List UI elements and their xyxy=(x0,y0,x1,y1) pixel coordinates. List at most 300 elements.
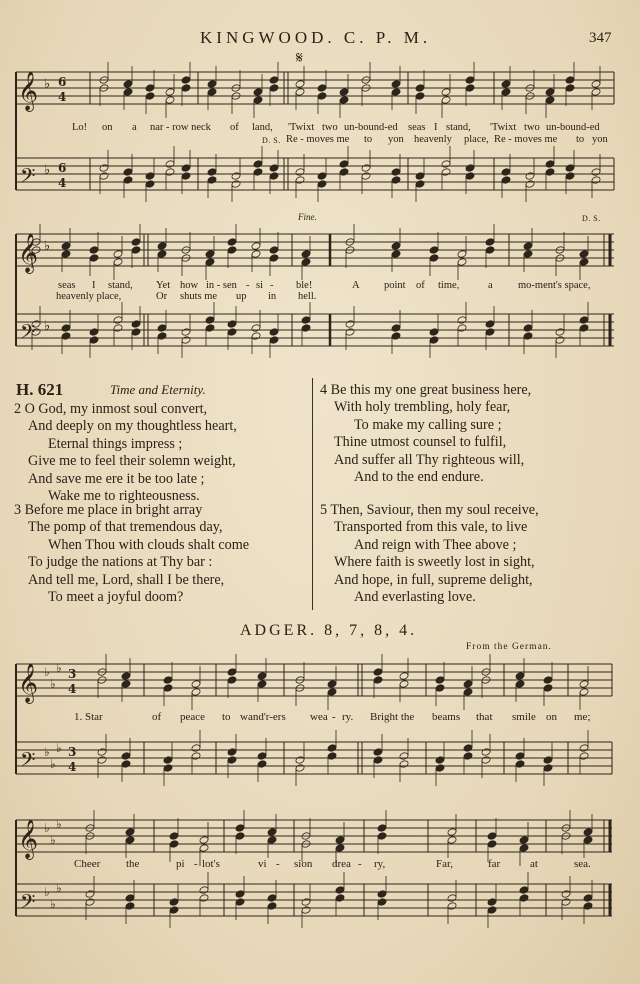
note-head xyxy=(555,336,565,345)
svg-text:♭: ♭ xyxy=(50,757,56,771)
note-head xyxy=(181,76,191,85)
note-head xyxy=(335,844,345,853)
note-head xyxy=(267,894,277,903)
note-head xyxy=(181,164,191,173)
note-head xyxy=(295,176,305,185)
note-head xyxy=(253,168,263,177)
treble-clef-icon: 𝄞 xyxy=(18,233,39,273)
note-head xyxy=(205,316,215,325)
note-head xyxy=(373,756,383,765)
note-head xyxy=(165,168,175,177)
note-head xyxy=(165,88,175,97)
note-head xyxy=(181,84,191,93)
svg-text:♭: ♭ xyxy=(44,745,50,759)
note-head xyxy=(591,88,601,97)
adger-title: ADGER. 8, 7, 8, 4. xyxy=(240,622,418,639)
note-head xyxy=(267,828,277,837)
note-head xyxy=(501,88,511,97)
note-head xyxy=(317,172,327,181)
note-head xyxy=(125,828,135,837)
note-head xyxy=(295,168,305,177)
svg-text:♭: ♭ xyxy=(56,741,62,755)
note-head xyxy=(121,672,131,681)
note-head xyxy=(207,176,217,185)
tune-title: KINGWOOD. C. P. M. xyxy=(200,28,432,47)
note-head xyxy=(165,96,175,105)
note-head xyxy=(205,324,215,333)
note-head xyxy=(121,752,131,761)
svg-text:4: 4 xyxy=(68,760,77,774)
bass-clef-icon: 𝄢 xyxy=(20,890,36,918)
note-head xyxy=(207,168,217,177)
stanza-5: 5 Then, Saviour, then my soul receive, Transported from this vale, to live And reign with Thee above ; Where faith is sweetly lost in sight, And hope, in full, supreme delight, And everlasting love. xyxy=(320,502,539,606)
note-head xyxy=(253,160,263,169)
note-head xyxy=(391,332,401,341)
note-head xyxy=(181,172,191,181)
svg-text:♭: ♭ xyxy=(56,661,62,675)
note-head xyxy=(227,238,237,247)
note-head xyxy=(251,324,261,333)
note-head xyxy=(435,684,445,693)
note-head xyxy=(191,744,201,753)
note-head xyxy=(523,324,533,333)
note-head xyxy=(525,180,535,189)
note-head xyxy=(191,688,201,697)
note-head xyxy=(99,164,109,173)
note-head xyxy=(199,894,209,903)
note-head xyxy=(317,92,327,101)
note-head xyxy=(317,180,327,189)
note-head xyxy=(257,752,267,761)
svg-text:4: 4 xyxy=(58,176,67,190)
note-head xyxy=(457,258,467,267)
stanza-4: 4 Be this my one great business here, With holy trembling, holy fear, To make my calling sure ; Thine utmost counsel to fulfil, And suffer all Thy righteous will, And to the end endure. xyxy=(320,382,532,486)
note-head xyxy=(485,238,495,247)
note-head xyxy=(97,756,107,765)
note-head xyxy=(543,764,553,773)
note-head xyxy=(235,890,245,899)
note-head xyxy=(163,764,173,773)
note-head xyxy=(113,258,123,267)
bass-clef-icon: 𝄢 xyxy=(20,164,36,192)
note-head xyxy=(253,88,263,97)
note-head xyxy=(399,672,409,681)
note-head xyxy=(501,176,511,185)
note-head xyxy=(295,80,305,89)
note-head xyxy=(415,92,425,101)
note-head xyxy=(515,680,525,689)
note-head xyxy=(561,890,571,899)
note-head xyxy=(169,898,179,907)
segno-icon: 𝄋 xyxy=(296,50,303,67)
svg-text:♭: ♭ xyxy=(44,163,51,178)
note-head xyxy=(89,246,99,255)
note-head xyxy=(123,176,133,185)
svg-text:♭: ♭ xyxy=(50,677,56,691)
note-head xyxy=(339,168,349,177)
note-head xyxy=(205,258,215,267)
note-head xyxy=(579,250,589,259)
note-head xyxy=(523,242,533,251)
note-head xyxy=(501,80,511,89)
note-head xyxy=(487,898,497,907)
note-head xyxy=(579,680,589,689)
note-head xyxy=(565,76,575,85)
note-head xyxy=(335,894,345,903)
note-head xyxy=(345,328,355,337)
note-head xyxy=(481,756,491,765)
svg-text:♭: ♭ xyxy=(44,665,50,679)
note-head xyxy=(85,898,95,907)
note-head xyxy=(565,172,575,181)
note-head xyxy=(251,242,261,251)
note-head xyxy=(481,748,491,757)
note-head xyxy=(269,84,279,93)
note-head xyxy=(487,840,497,849)
note-head xyxy=(579,258,589,267)
note-head xyxy=(191,680,201,689)
note-head xyxy=(579,324,589,333)
note-head xyxy=(89,328,99,337)
note-head xyxy=(227,320,237,329)
note-head xyxy=(235,824,245,833)
note-head xyxy=(565,84,575,93)
note-head xyxy=(377,832,387,841)
svg-text:3: 3 xyxy=(68,745,77,759)
note-head xyxy=(199,844,209,853)
note-head xyxy=(295,764,305,773)
note-head xyxy=(361,172,371,181)
note-head xyxy=(465,164,475,173)
note-head xyxy=(435,756,445,765)
note-head xyxy=(435,676,445,685)
note-head xyxy=(85,890,95,899)
note-head xyxy=(145,84,155,93)
note-head xyxy=(457,316,467,325)
note-head xyxy=(123,80,133,89)
note-head xyxy=(457,324,467,333)
note-head xyxy=(97,748,107,757)
note-head xyxy=(295,756,305,765)
note-head xyxy=(169,906,179,915)
note-head xyxy=(145,180,155,189)
note-head xyxy=(227,748,237,757)
note-head xyxy=(515,672,525,681)
note-head xyxy=(339,96,349,105)
note-head xyxy=(301,250,311,259)
svg-text:3: 3 xyxy=(68,667,77,681)
note-head xyxy=(269,172,279,181)
note-head xyxy=(327,744,337,753)
bass-clef-icon: 𝄢 xyxy=(20,748,36,776)
hymnal-page: KINGWOOD. C. P. M. 347 𝄞 𝄢 ♭ 6 4 ♭ 6 4 𝄞 𝄢 ♭ ♭ 𝄞 𝄢 ♭ ♭ ♭ 3 4 ♭ ♭ ♭ 3 4 𝄞 𝄢 ♭ ♭ ♭ ♭ ♭ ♭ 𝄋 Lo! on a nar - row neck of land, 'Twixt two un-bound-ed seas I stand, 'Twixt two un-bound-ed D. S. Re - moves me to yon heavenly place, Re - moves me to yon Fine. D. S. seas I stand, Yet how in - sen - si - ble! A point of time, a mo-ment's space, heavenly place, Or shuts me up in hell. H. 621 Time and Eternity. 2 O God, my inmost soul convert, And deeply on my thoughtless heart, Eternal things impress ; Give me to feel their solemn weight, And save me ere it be too late ; Wake me to righteousness. 3 Before me place in bright array The pomp of that tremendous day, When Thou with clouds shalt come To judge the nations at Thy bar : And tell me, Lord, shall I be there, To meet a joyful doom? 4 Be this my one great business here, With holy trembling, holy fear, To make my calling sure ; Thine utmost counsel to fulfil, And suffer all Thy righteous will, And to the end endure. 5 Then, Saviour, then my soul receive, Transported from this vale, to live And reign with Thee above ; Where faith is sweetly lost in sight, And hope, in full, supreme delight, And everlasting love. ADGER. 8, 7, 8, 4. From the German. 1. Star of peace to wand'r-ers wea - ry. Bright the beams that smile on me; Cheer the pi - lot's vi - sion drea - ry, Far, far at sea. xyxy=(0,0,640,984)
note-head xyxy=(441,160,451,169)
note-head xyxy=(583,894,593,903)
note-head xyxy=(501,168,511,177)
note-head xyxy=(165,160,175,169)
note-head xyxy=(267,902,277,911)
note-head xyxy=(163,676,173,685)
note-head xyxy=(157,250,167,259)
hymn-number: H. 621 xyxy=(16,380,64,399)
note-head xyxy=(447,902,457,911)
note-head xyxy=(399,760,409,769)
note-head xyxy=(157,242,167,251)
note-head xyxy=(561,898,571,907)
svg-text:4: 4 xyxy=(68,682,77,696)
note-head xyxy=(207,80,217,89)
note-head xyxy=(591,176,601,185)
svg-text:6: 6 xyxy=(58,75,67,89)
note-head xyxy=(131,246,141,255)
note-head xyxy=(457,250,467,259)
note-head xyxy=(555,328,565,337)
note-head xyxy=(145,172,155,181)
note-head xyxy=(191,752,201,761)
note-head xyxy=(269,164,279,173)
note-head xyxy=(447,836,457,845)
note-head xyxy=(163,684,173,693)
note-head xyxy=(317,84,327,93)
svg-text:♭: ♭ xyxy=(44,821,50,835)
svg-text:6: 6 xyxy=(58,161,67,175)
note-head xyxy=(113,316,123,325)
note-head xyxy=(339,88,349,97)
note-head xyxy=(257,672,267,681)
note-head xyxy=(253,96,263,105)
note-head xyxy=(591,80,601,89)
note-head xyxy=(131,328,141,337)
note-head xyxy=(545,96,555,105)
note-head xyxy=(429,254,439,263)
note-head xyxy=(447,828,457,837)
note-head xyxy=(61,242,71,251)
note-head xyxy=(373,668,383,677)
note-head xyxy=(373,748,383,757)
note-head xyxy=(583,828,593,837)
note-head xyxy=(391,176,401,185)
note-head xyxy=(257,760,267,769)
note-head xyxy=(157,332,167,341)
note-head xyxy=(519,894,529,903)
treble-clef-icon: 𝄞 xyxy=(18,819,39,859)
note-head xyxy=(301,906,311,915)
note-head xyxy=(345,320,355,329)
note-head xyxy=(121,760,131,769)
note-head xyxy=(295,88,305,97)
note-head xyxy=(543,684,553,693)
note-head xyxy=(579,752,589,761)
note-head xyxy=(399,680,409,689)
note-head xyxy=(327,680,337,689)
note-head xyxy=(579,744,589,753)
note-head xyxy=(391,168,401,177)
note-head xyxy=(231,172,241,181)
note-head xyxy=(465,172,475,181)
note-head xyxy=(123,168,133,177)
note-head xyxy=(583,836,593,845)
note-head xyxy=(391,250,401,259)
note-head xyxy=(157,324,167,333)
note-head xyxy=(301,258,311,267)
note-head xyxy=(441,168,451,177)
note-head xyxy=(125,894,135,903)
note-head xyxy=(227,328,237,337)
note-head xyxy=(463,688,473,697)
svg-text:♭: ♭ xyxy=(44,885,50,899)
note-head xyxy=(377,890,387,899)
note-head xyxy=(339,160,349,169)
note-head xyxy=(515,760,525,769)
note-head xyxy=(327,688,337,697)
note-head xyxy=(163,756,173,765)
note-head xyxy=(485,246,495,255)
note-head xyxy=(391,80,401,89)
note-head xyxy=(113,250,123,259)
note-head xyxy=(485,328,495,337)
note-head xyxy=(391,88,401,97)
note-head xyxy=(227,668,237,677)
note-head xyxy=(415,84,425,93)
note-head xyxy=(465,84,475,93)
note-head xyxy=(391,242,401,251)
note-head xyxy=(391,324,401,333)
note-head xyxy=(99,172,109,181)
note-head xyxy=(269,336,279,345)
treble-clef-icon: 𝄞 xyxy=(18,71,39,111)
svg-text:♭: ♭ xyxy=(44,319,51,334)
note-head xyxy=(301,316,311,325)
note-head xyxy=(121,680,131,689)
note-head xyxy=(579,688,589,697)
note-head xyxy=(269,246,279,255)
stanza-3: 3 Before me place in bright array The pomp of that tremendous day, When Thou with clouds shalt come To judge the nations at Thy bar : And tell me, Lord, shall I be there, To meet a joyful doom? xyxy=(14,502,250,606)
system3-treble-staff xyxy=(16,664,612,696)
note-head xyxy=(465,76,475,85)
note-head xyxy=(373,676,383,685)
note-head xyxy=(487,906,497,915)
note-head xyxy=(441,88,451,97)
note-head xyxy=(583,902,593,911)
note-head xyxy=(113,324,123,333)
note-head xyxy=(207,88,217,97)
note-head xyxy=(579,316,589,325)
note-head xyxy=(61,250,71,259)
note-head xyxy=(335,886,345,895)
note-head xyxy=(519,844,529,853)
ds-marker: D. S. xyxy=(582,214,601,223)
note-head xyxy=(227,246,237,255)
note-head xyxy=(235,898,245,907)
note-head xyxy=(125,902,135,911)
note-head xyxy=(301,898,311,907)
note-head xyxy=(199,836,209,845)
note-head xyxy=(415,172,425,181)
note-head xyxy=(435,764,445,773)
note-head xyxy=(61,324,71,333)
note-head xyxy=(361,164,371,173)
note-head xyxy=(181,336,191,345)
note-head xyxy=(565,164,575,173)
svg-text:♭: ♭ xyxy=(50,833,56,847)
note-head xyxy=(335,836,345,845)
column-divider xyxy=(312,378,313,610)
note-head xyxy=(269,328,279,337)
note-head xyxy=(267,836,277,845)
note-head xyxy=(415,180,425,189)
note-head xyxy=(61,332,71,341)
note-head xyxy=(441,96,451,105)
note-head xyxy=(125,836,135,845)
note-head xyxy=(519,886,529,895)
hymn-subtitle: Time and Eternity. xyxy=(110,382,206,397)
note-head xyxy=(545,168,555,177)
note-head xyxy=(227,676,237,685)
note-head xyxy=(447,894,457,903)
note-head xyxy=(543,756,553,765)
note-head xyxy=(399,752,409,761)
note-head xyxy=(145,92,155,101)
note-head xyxy=(591,168,601,177)
note-head xyxy=(545,160,555,169)
note-head xyxy=(181,328,191,337)
svg-text:♭: ♭ xyxy=(56,817,62,831)
note-head xyxy=(485,320,495,329)
note-head xyxy=(169,832,179,841)
note-head xyxy=(519,836,529,845)
note-head xyxy=(543,676,553,685)
stanza-2: 2 O God, my inmost soul convert, And deeply on my thoughtless heart, Eternal things impress ; Give me to feel their solemn weight, And save me ere it be too late ; Wake me to righteousness. xyxy=(14,401,237,505)
note-head xyxy=(463,680,473,689)
note-head xyxy=(199,886,209,895)
svg-text:♭: ♭ xyxy=(56,881,62,895)
note-head xyxy=(487,832,497,841)
svg-text:4: 4 xyxy=(58,90,67,104)
note-head xyxy=(123,88,133,97)
note-head xyxy=(251,250,261,259)
note-head xyxy=(377,898,387,907)
adger-source: From the German. xyxy=(466,642,552,652)
note-head xyxy=(429,336,439,345)
note-head xyxy=(515,752,525,761)
note-head xyxy=(89,336,99,345)
note-head xyxy=(429,328,439,337)
note-head xyxy=(269,76,279,85)
svg-text:♭: ♭ xyxy=(44,239,51,254)
note-head xyxy=(131,238,141,247)
note-head xyxy=(463,744,473,753)
note-head xyxy=(131,320,141,329)
note-head xyxy=(205,250,215,259)
note-head xyxy=(377,824,387,833)
note-head xyxy=(235,832,245,841)
note-head xyxy=(227,756,237,765)
note-head xyxy=(327,752,337,761)
page-number: 347 xyxy=(589,30,612,46)
note-head xyxy=(463,752,473,761)
treble-clef-icon: 𝄞 xyxy=(18,663,39,703)
note-head xyxy=(523,332,533,341)
system1-bass-staff xyxy=(16,158,614,190)
note-head xyxy=(251,332,261,341)
fine-marker: Fine. xyxy=(298,212,317,222)
bass-clef-icon: 𝄢 xyxy=(20,320,36,348)
note-head xyxy=(429,246,439,255)
note-head xyxy=(89,254,99,263)
note-head xyxy=(525,172,535,181)
note-head xyxy=(269,254,279,263)
note-head xyxy=(257,680,267,689)
